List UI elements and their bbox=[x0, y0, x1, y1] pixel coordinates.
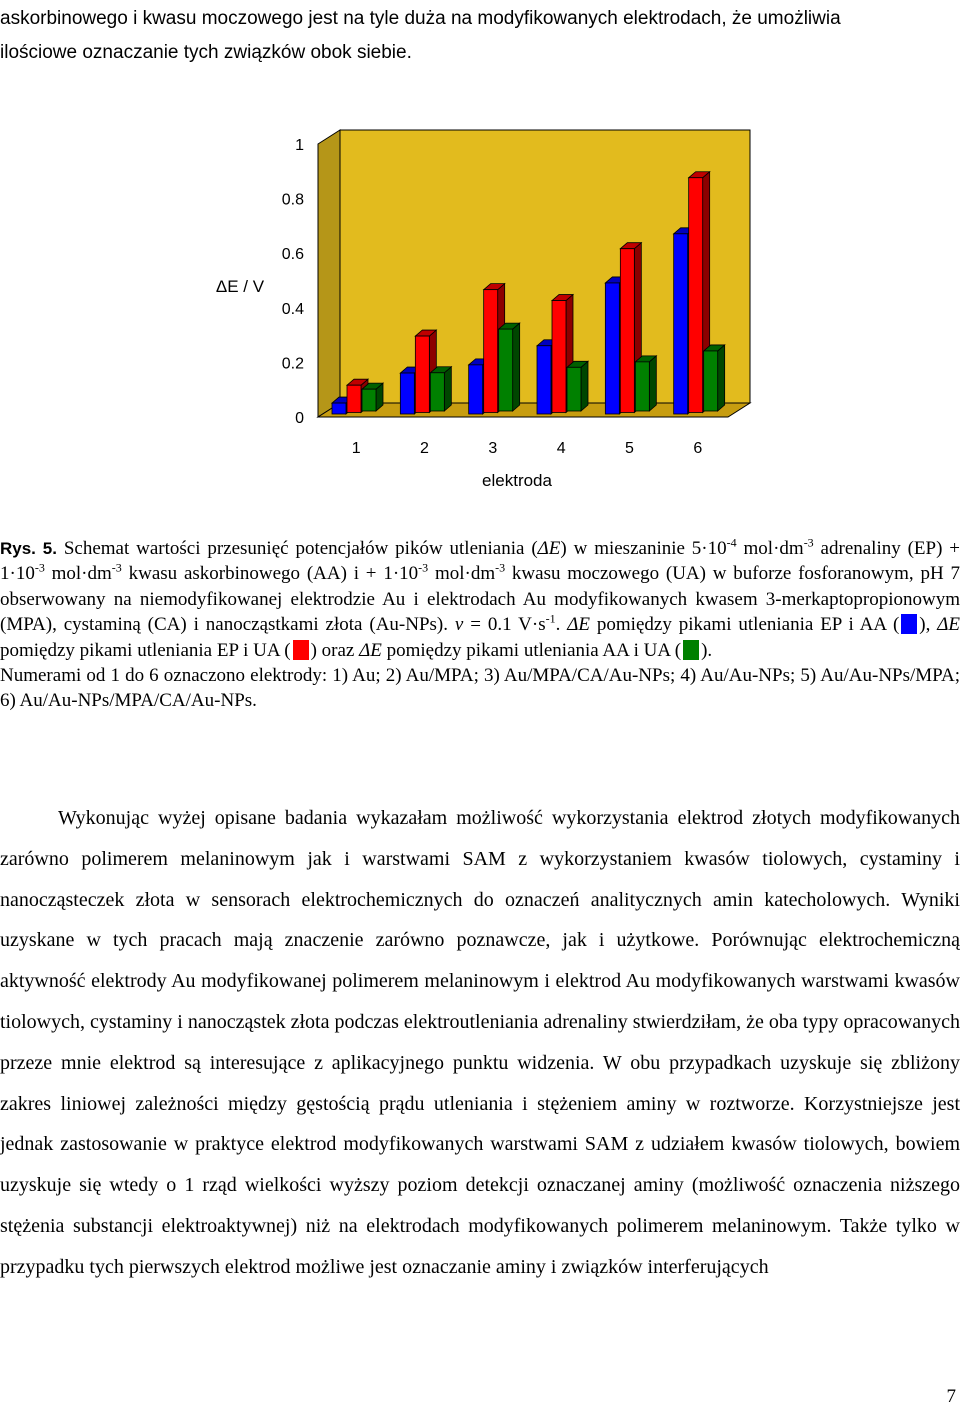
caption-text: adrenaliny (EP) + 1·10 bbox=[0, 538, 960, 585]
bar-front bbox=[484, 290, 498, 413]
red-swatch bbox=[293, 640, 309, 660]
x-axis-label: elektroda bbox=[482, 471, 552, 490]
caption-text: mol·dm bbox=[44, 563, 112, 585]
caption-electrode-list: Numerami od 1 do 6 oznaczono elektrody: 1) Au; 2) Au/MPA; 3) Au/MPA/CA/Au-NPs; 4) Au/Au-NPs; 5) Au/Au-NPs/MPA; 6) Au/Au-NPs/MPA/CA/Au-NPs. bbox=[0, 665, 960, 712]
bar-side bbox=[718, 345, 725, 411]
bar-front bbox=[430, 373, 444, 411]
bar-front bbox=[635, 362, 649, 411]
blue-swatch bbox=[901, 614, 917, 634]
exponent: -4 bbox=[726, 535, 737, 550]
x-tick-label: 4 bbox=[556, 440, 566, 457]
bar-front bbox=[620, 249, 634, 413]
bar-side bbox=[444, 367, 451, 411]
chart-side-wall bbox=[318, 130, 340, 417]
green-swatch bbox=[683, 640, 699, 660]
caption-text: pomiędzy pikami utleniania AA i UA ( bbox=[381, 639, 682, 661]
y-tick-label: 0.6 bbox=[281, 246, 304, 264]
caption-text: ). bbox=[701, 639, 713, 661]
page-number: 7 bbox=[946, 1386, 956, 1407]
bar-front bbox=[567, 367, 581, 411]
bar bbox=[567, 361, 588, 411]
bar-front bbox=[499, 329, 513, 411]
bar bbox=[362, 383, 383, 411]
y-tick-label: 0.4 bbox=[281, 300, 304, 318]
intro-line-1: askorbinowego i kwasu moczowego jest na tyle duża na modyfikowanych elektrodach, że umożliwia bbox=[0, 8, 841, 29]
x-tick-label: 6 bbox=[693, 440, 703, 457]
bar bbox=[430, 367, 451, 411]
caption-label: Rys. 5. bbox=[0, 539, 57, 558]
bar-side bbox=[581, 361, 588, 411]
caption-text: kwasu askorbinowego (AA) i + 1·10 bbox=[121, 563, 419, 585]
body-text bbox=[0, 798, 960, 1288]
intro-line-2: ilościowe oznaczanie tych związków obok siebie. bbox=[0, 42, 412, 63]
bar-front bbox=[362, 389, 376, 411]
bar-front bbox=[537, 346, 551, 414]
y-tick-label: 1 bbox=[295, 137, 304, 154]
x-tick-label: 3 bbox=[488, 440, 498, 457]
x-tick-label: 2 bbox=[420, 440, 429, 457]
x-tick-label: 1 bbox=[351, 440, 361, 457]
x-tick-label: 5 bbox=[625, 440, 634, 457]
bar-front bbox=[704, 351, 718, 411]
exponent: -3 bbox=[34, 561, 45, 576]
caption-text: Schemat wartości przesunięć potencjałów pików utleniania ( bbox=[63, 538, 538, 559]
bar-front bbox=[674, 234, 688, 414]
bar-chart-3d bbox=[0, 0, 960, 500]
delta-e-symbol: ΔE bbox=[359, 639, 382, 661]
bar-front bbox=[400, 373, 414, 414]
bar-front bbox=[605, 283, 619, 414]
y-tick-label: 0 bbox=[295, 410, 304, 427]
delta-e-symbol: ΔE bbox=[537, 538, 561, 559]
bar-front bbox=[332, 403, 346, 414]
bar-front bbox=[347, 385, 361, 412]
caption-text: ), bbox=[919, 614, 938, 636]
bar-side bbox=[649, 356, 656, 411]
caption-text: ) oraz bbox=[310, 639, 360, 661]
exponent: -3 bbox=[495, 561, 506, 576]
caption-text: mol·dm bbox=[428, 563, 496, 585]
caption-text: mol·dm bbox=[736, 538, 804, 559]
bar-front bbox=[689, 178, 703, 413]
caption-text: pomiędzy pikami utleniania EP i UA ( bbox=[0, 639, 291, 661]
bar-side bbox=[513, 323, 520, 411]
bar bbox=[704, 345, 725, 411]
exponent: -3 bbox=[803, 535, 814, 550]
y-axis-label: ΔE / V bbox=[215, 277, 265, 296]
y-tick-label: 0.2 bbox=[281, 355, 304, 373]
bar bbox=[635, 356, 656, 411]
bar bbox=[499, 323, 520, 411]
figure-caption bbox=[0, 536, 960, 714]
v-symbol: v bbox=[454, 614, 464, 636]
caption-text: . bbox=[555, 614, 568, 636]
bar-front bbox=[552, 301, 566, 413]
caption-text: pomiędzy pikami utleniania EP i AA ( bbox=[590, 614, 900, 636]
caption-text: = 0.1 V·s bbox=[463, 614, 546, 636]
exponent: -1 bbox=[545, 611, 556, 626]
bar-front bbox=[415, 336, 429, 412]
paragraph: Wykonując wyżej opisane badania wykazałam możliwość wykorzystania elektrod złotych modyfikowanych zarówno polimerem melaninowym jak i warstwami SAM z wykorzystaniem kwasów tiolowych, cystaminy i nanocząsteczek złota w sensorach elektrochemicznych do oznaczeń analitycznych amin katecholowych. Wyniki uzyskane w tych pracach mają znaczenie zarówno poznawcze, jak i użytkowe. Porównując elektrochemiczną aktywność elektrody Au modyfikowanej polimerem melaninowym i elektrod Au modyfikowanych warstwami kwasów tiolowych, cystaminy i nanocząstek złota podczas elektroutleniania adrenaliny stwierdziłam, że oba typy opracowanych przeze mnie elektrod są interesujące z aplikacyjnego punktu widzenia. W obu przypadkach uzyskuje się zbliżony zakres liniowej zależności między gęstością prądu utleniania i stężeniem aminy w roztworze. Korzystniejsze jest jednak zastosowanie w praktyce elektrod modyfikowanych warstwami SAM z udziałem kwasów tiolowych, bowiem uzyskuje się wtedy o 1 rząd wielkości wyższy poziom detekcji oznaczanej aminy (możliwość oznaczenia niższego stężenia substancji elektroaktywnej) niż na elektrodach modyfikowanych polimerem melaninowym. Także tylko w przypadku tych pierwszych elektrod możliwe jest oznaczanie aminy i związków interferujących bbox=[0, 807, 960, 1278]
y-tick-label: 0.8 bbox=[281, 191, 304, 209]
exponent: -3 bbox=[111, 561, 122, 576]
delta-e-symbol: ΔE bbox=[937, 614, 960, 636]
bar-front bbox=[469, 365, 483, 414]
exponent: -3 bbox=[418, 561, 429, 576]
caption-text: kwasu moczowego (UA) w buforze fosforanowym, pH 7 obserwowany na niemodyfikowanej elektrodzie Au i elektrodach Au modyfikowanych kwasem 3-merkaptopropionowym (MPA), cystaminą (CA) i nanocząstkami złota (Au-NPs). bbox=[0, 563, 960, 636]
caption-text: ) w mieszaninie 5·10 bbox=[560, 538, 727, 559]
delta-e-symbol: ΔE bbox=[567, 614, 591, 636]
